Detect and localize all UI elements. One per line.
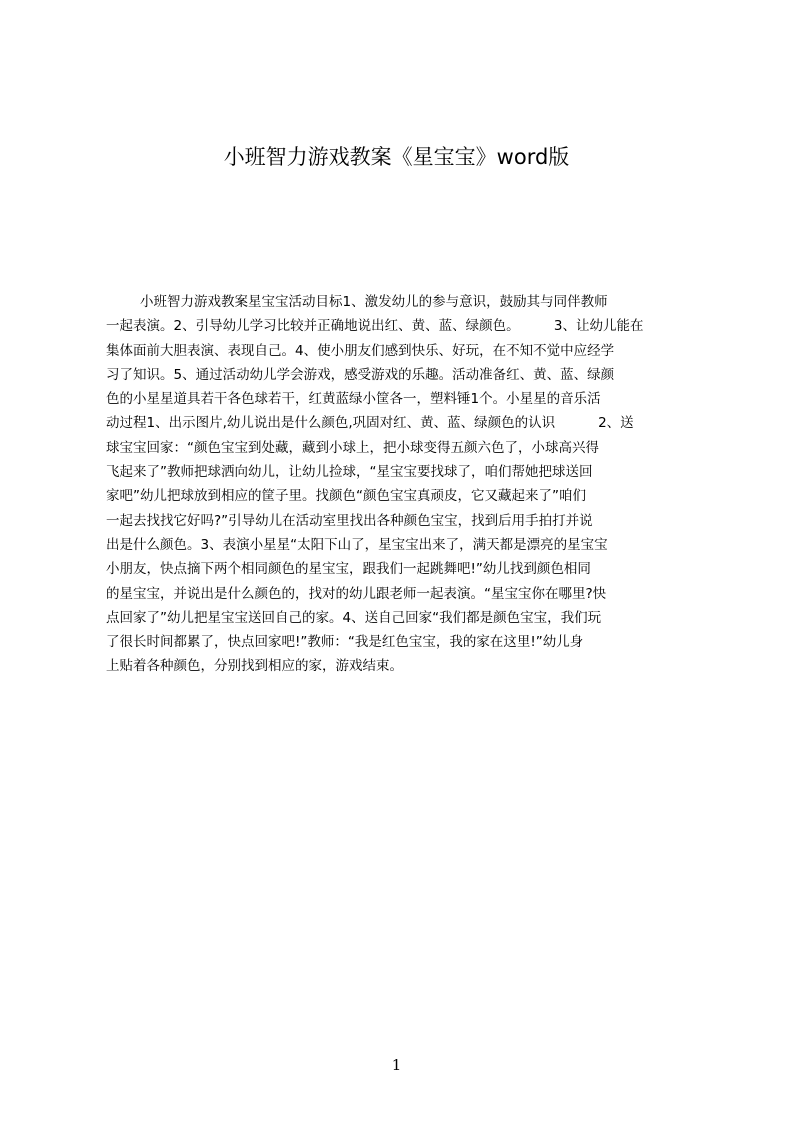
body-line: 动过程1、出示图片,幼儿说出是什么颜色,巩固对红、黄、蓝、绿颜色的认识 2、送 (106, 415, 634, 432)
document-title: 小班智力游戏教案《星宝宝》word版 (223, 145, 570, 169)
body-line: 球宝宝回家：“颜色宝宝到处藏，藏到小球上，把小球变得五颜六色了，小球高兴得 (106, 439, 599, 456)
body-line: 一起表演。2、引导幼儿学习比较并正确地说出红、黄、蓝、绿颜色。 3、让幼儿能在 (106, 318, 644, 335)
body-line: 色的小星星道具若干各色球若干，红黄蓝绿小筐各一，塑料锤1个。小星星的音乐活 (106, 391, 601, 408)
body-line: 上贴着各种颜色，分别找到相应的家，游戏结束。 (106, 658, 403, 675)
body-line: 的星宝宝，并说出是什么颜色的，找对的幼儿跟老师一起表演。“星宝宝你在哪里?快 (106, 585, 607, 602)
body-paragraph (106, 290, 698, 679)
page-number: 1 (391, 1056, 402, 1074)
body-line: 习了知识。5、通过活动幼儿学会游戏，感受游戏的乐趣。活动准备红、黄、蓝、绿颜 (106, 366, 615, 383)
body-line: 点回家了”幼儿把星宝宝送回自己的家。4、送自己回家“我们都是颜色宝宝，我们玩 (106, 609, 602, 626)
document-body (106, 290, 698, 720)
body-line: 集体面前大胆表演、表现自己。4、使小朋友们感到快乐、好玩，在不知不觉中应经学 (106, 342, 615, 359)
body-line: 小朋友，快点摘下两个相同颜色的星宝宝，跟我们一起跳舞吧!”幼儿找到颜色相同 (106, 561, 591, 578)
body-line: 一起去找找它好吗?”引导幼儿在活动室里找出各种颜色宝宝，找到后用手拍打并说 (106, 512, 593, 529)
body-line: 家吧”幼儿把球放到相应的筐子里。找颜色“颜色宝宝真顽皮，它又藏起来了”咱们 (106, 488, 586, 505)
body-line: 小班智力游戏教案星宝宝活动目标1、激发幼儿的参与意识，鼓励其与同伴教师 (140, 294, 608, 310)
body-line: 出是什么颜色。3、表演小星星“太阳下山了，星宝宝出来了，满天都是漂亮的星宝宝 (106, 536, 608, 553)
body-line: 了很长时间都累了，快点回家吧!”教师：“我是红色宝宝，我的家在这里!”幼儿身 (106, 634, 584, 651)
body-line: 飞起来了”教师把球洒向幼儿，让幼儿捡球，“星宝宝要找球了，咱们帮她把球送回 (106, 464, 593, 481)
